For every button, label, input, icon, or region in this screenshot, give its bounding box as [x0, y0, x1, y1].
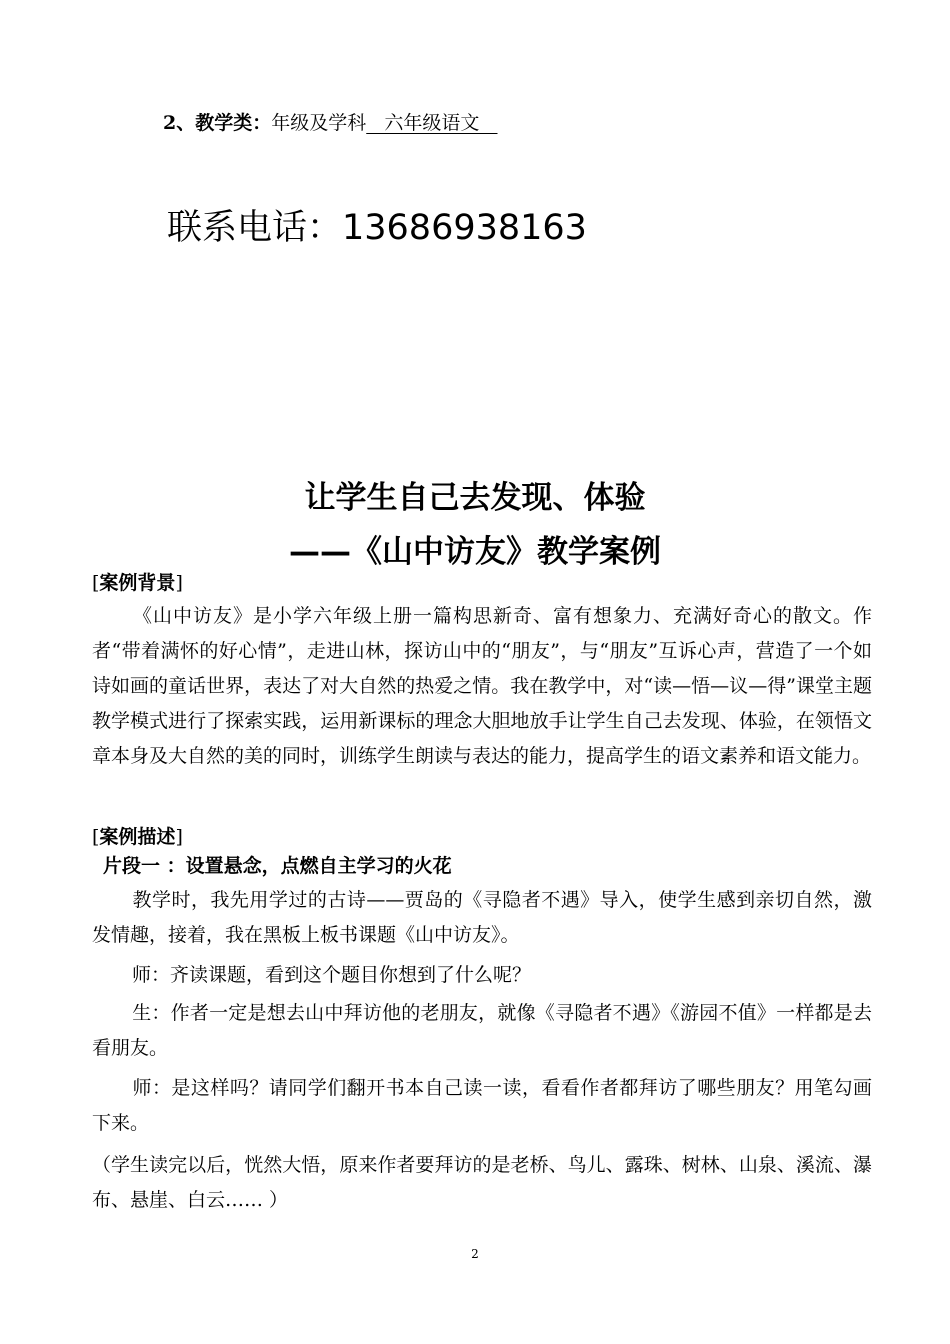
teaching-category-line: [163, 108, 498, 135]
description-text-1: 教学时，我先用学过的古诗——贾岛的《寻隐者不遇》导入，使学生感到亲切自然，激发情趣，接着，我在黑板上板书课题《山中访友》。: [92, 889, 872, 946]
description-text-5: （学生读完以后，恍然大悟，原来作者要拜访的是老桥、鸟儿、露珠、树林、山泉、溪流、瀑布、悬崖、白云…… ）: [92, 1154, 872, 1211]
section-heading-description: [案例描述]: [92, 826, 183, 848]
segment-title: 片段一 ：设置悬念，点燃自主学习的火花: [103, 855, 452, 877]
section-heading-background: [案例背景]: [92, 572, 183, 594]
grade-subject-label: 年级及学科: [271, 112, 367, 134]
description-paragraph-4: [92, 1071, 872, 1141]
description-text-3: 生：作者一定是想去山中拜访他的老朋友，就像《寻隐者不遇》《游园不值》一样都是去看朋友。: [92, 1002, 872, 1059]
description-paragraph-5: [92, 1148, 872, 1218]
section-heading-description-text: 案例描述: [99, 826, 176, 848]
section-heading-background-text: 案例背景: [99, 572, 176, 594]
description-paragraph-3: [92, 996, 872, 1066]
description-text-2: 师：齐读课题，看到这个题目你想到了什么呢？: [132, 964, 532, 986]
contact-phone: 联系电话：13686938163: [167, 208, 587, 248]
background-paragraph: [92, 599, 872, 774]
description-paragraph-1: [92, 883, 872, 953]
description-text-4: 师：是这样吗？请同学们翻开书本自己读一读，看看作者都拜访了哪些朋友？用笔勾画下来。: [92, 1077, 872, 1134]
page-subtitle: ——《山中访友》教学案例: [289, 534, 661, 570]
description-paragraph-2: [92, 958, 872, 993]
page-title: 让学生自己去发现、体验: [304, 480, 646, 516]
page-number: 2: [471, 1247, 479, 1261]
background-text: 《山中访友》是小学六年级上册一篇构思新奇、富有想象力、充满好奇心的散文。作者“带着满怀的好心情”，走进山林，探访山中的“朋友”，与“朋友”互诉心声，营造了一个如诗如画的童话世界，表达了对大自然的热爱之情。我在教学中，对“读—悟—议—得”课堂主题教学模式进行了探索实践，运用新课标的理念大胆地放手让学生自己去发现、体验，在领悟文章本身及大自然的美的同时，训练学生朗读与表达的能力，提高学生的语文素养和语文能力。: [92, 605, 872, 767]
category-label: 2、教学类：: [163, 112, 272, 134]
grade-subject-value: 六年级语文: [366, 112, 498, 134]
